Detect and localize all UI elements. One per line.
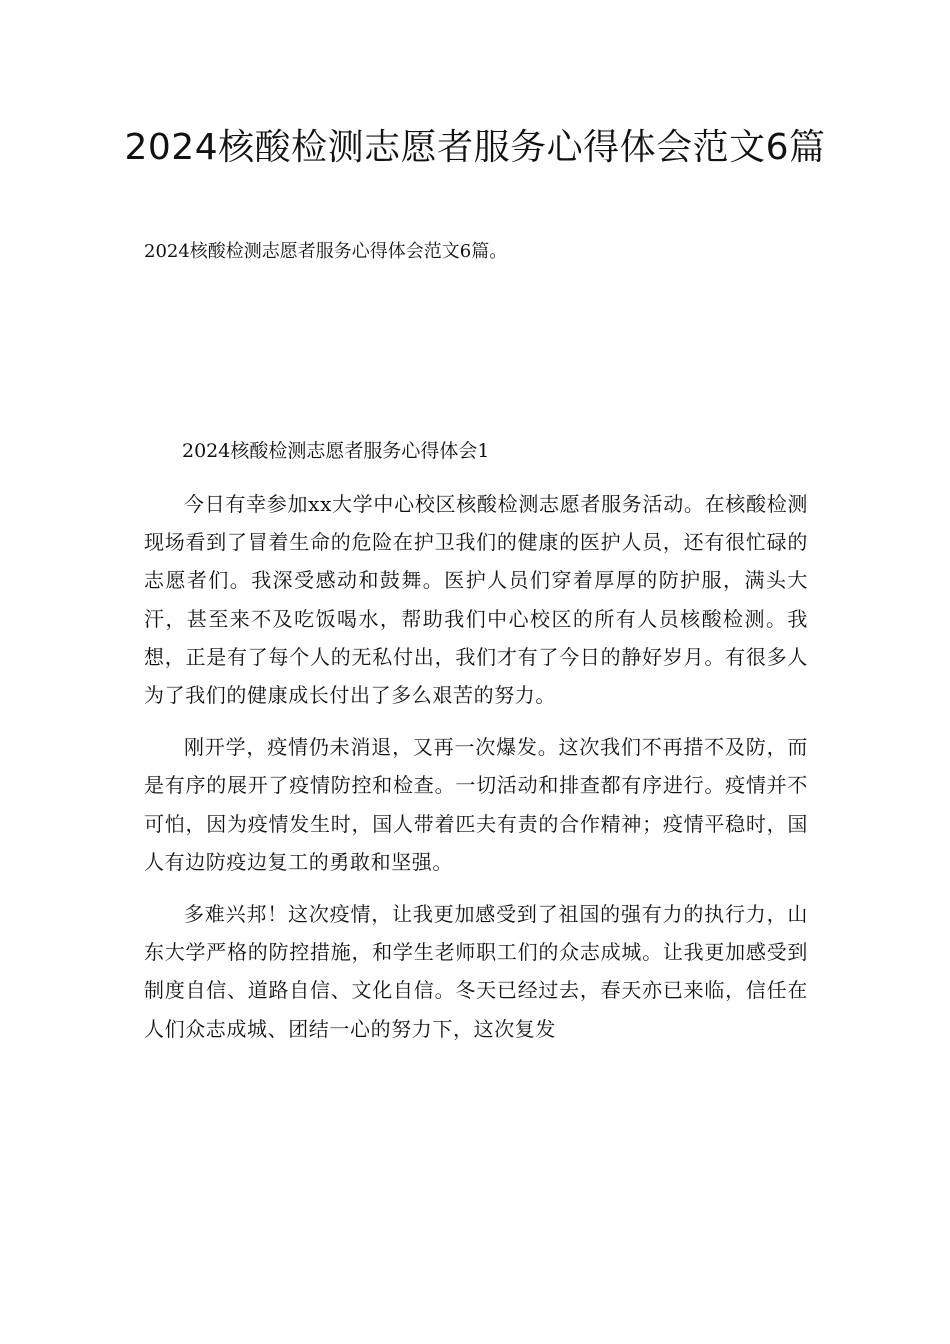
body-paragraph-2: 刚开学，疫情仍未消退，又再一次爆发。这次我们不再措不及防，而是有序的展开了疫情防控和检查。一切活动和排查都有序进行。疫情并不可怕，因为疫情发生时，国人带着匹夫有责的合作精神；疫情平稳时，国人有边防疫边复工的勇敢和坚强。 <box>144 735 808 874</box>
document-subtitle: 2024核酸检测志愿者服务心得体会范文6篇。 <box>144 241 508 262</box>
section-heading: 2024核酸检测志愿者服务心得体会1 <box>182 440 490 462</box>
document-title: 2024核酸检测志愿者服务心得体会范文6篇 <box>124 127 826 168</box>
document-body <box>144 431 808 1048</box>
body-paragraph-3: 多难兴邦！这次疫情，让我更加感受到了祖国的强有力的执行力，山东大学严格的防控措施，和学生老师职工们的众志成城。让我更加感受到制度自信、道路自信、文化自信。冬天已经过去，春天亦已来临，信任在人们众志成城、团结一心的努力下，这次复发 <box>144 902 808 1041</box>
body-paragraph-1: 今日有幸参加xx大学中心校区核酸检测志愿者服务活动。在核酸检测现场看到了冒着生命的危险在护卫我们的健康的医护人员，还有很忙碌的志愿者们。我深受感动和鼓舞。医护人员们穿着厚厚的防护服，满头大汗，甚至来不及吃饭喝水，帮助我们中心校区的所有人员核酸检测。我想，正是有了每个人的无私付出，我们才有了今日的静好岁月。有很多人为了我们的健康成长付出了多么艰苦的努力。 <box>144 492 808 708</box>
